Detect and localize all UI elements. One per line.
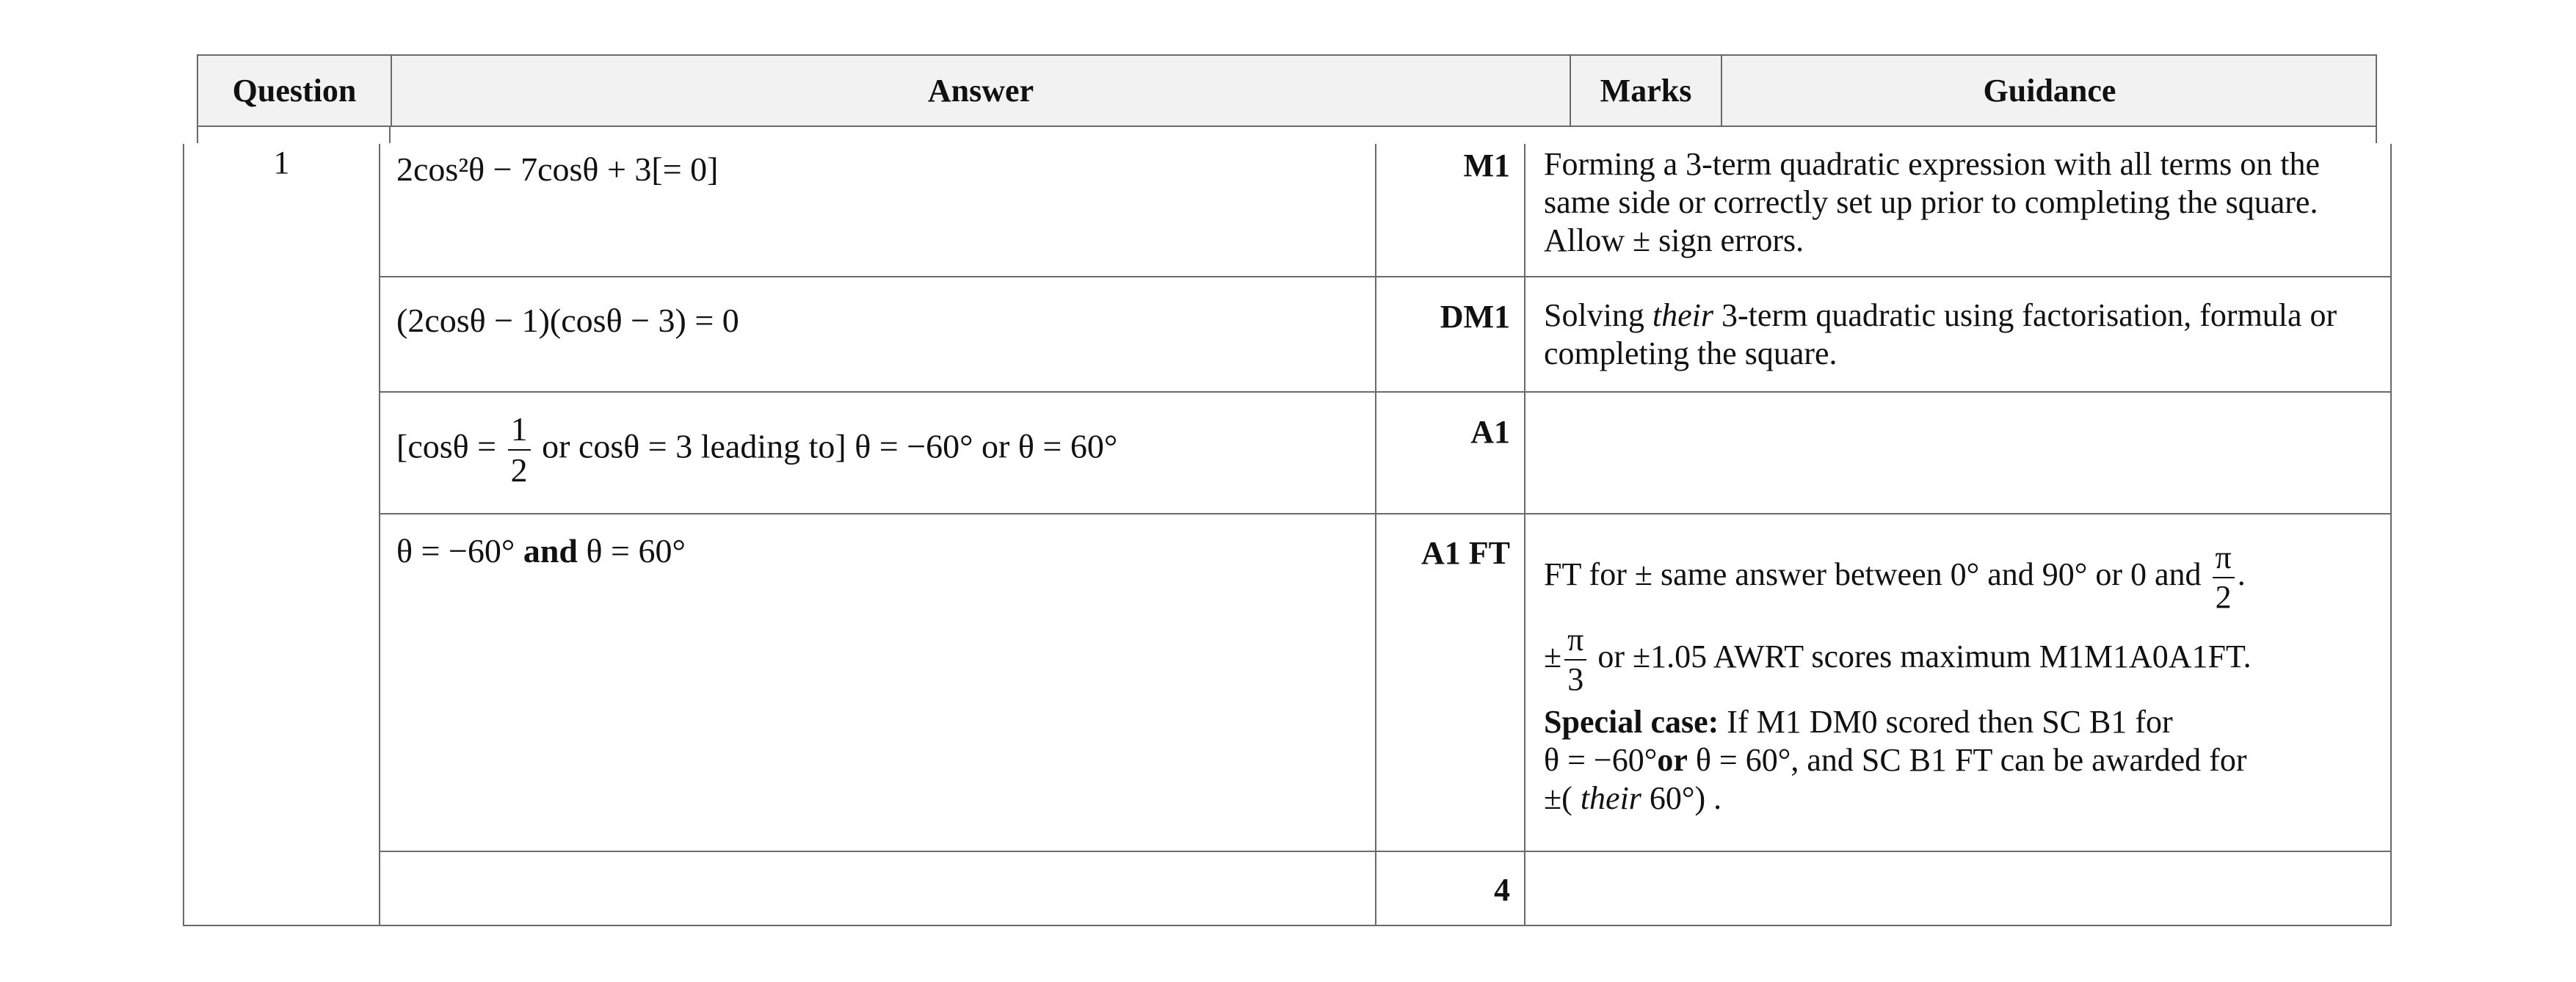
guidance-awrt-line: ± $\frac{\pi}{3}$ or ±1.05 AWRT scores maximum M1M1A0A1FT. — [1544, 622, 2252, 697]
table-header — [197, 54, 2377, 127]
header-marks: Marks — [1600, 73, 1692, 109]
guidance-row-4 — [1544, 539, 2373, 818]
mark-row-4: A1 FT — [1421, 535, 1510, 571]
row-divider — [379, 513, 2392, 514]
fraction-one-half: $\frac{1}{2}$ — [508, 412, 531, 487]
guidance-row-1: Forming a 3-term quadratic expression with all terms on the same side or correctly set up prior to completing the square. Allow ± sign errors. — [1544, 146, 2320, 258]
table-border-bottom — [183, 925, 2392, 926]
fraction-pi-over-2: $\frac{\pi}{2}$ — [2213, 542, 2235, 614]
header-tick — [197, 127, 198, 143]
header-guidance: Guidance — [1983, 73, 2116, 109]
column-divider — [379, 144, 380, 926]
fraction-pi-over-3: $\frac{\pi}{3}$ — [1564, 624, 1586, 696]
header-answer: Answer — [927, 73, 1034, 109]
guidance-special-case: Special case: If M1 DM0 scored then SC B1 for θ = −60°or θ = 60°, and SC B1 FT can be awarded for ±( their 60°) . — [1544, 704, 2247, 816]
row-divider — [379, 391, 2392, 393]
column-divider — [1524, 144, 1525, 926]
table-border-right — [2390, 144, 2392, 926]
answer-row-2: (2cosθ − 1)(cosθ − 3) = 0 — [396, 302, 739, 339]
header-tick — [389, 127, 391, 143]
answer-row-3: [cosθ = $\frac{1}{2}$ or cosθ = 3 leading to] θ = −60° or θ = 60° — [396, 410, 1118, 489]
mark-row-1: M1 — [1463, 148, 1510, 183]
answer-row-4: θ = −60° and θ = 60° — [396, 532, 686, 570]
row-divider — [379, 276, 2392, 277]
mark-row-2: DM1 — [1440, 299, 1510, 335]
guidance-ft-line: FT for ± same answer between 0° and 90° or 0 and $\frac{\pi}{2}$ . — [1544, 539, 2246, 615]
mark-row-3: A1 — [1470, 414, 1510, 450]
row-divider — [379, 851, 2392, 852]
column-divider — [1375, 144, 1376, 926]
header-tick — [2376, 127, 2377, 143]
table-border-left — [183, 144, 184, 926]
guidance-row-2: Solving their 3-term quadratic using factorisation, formula or completing the square. — [1544, 297, 2337, 371]
mark-total: 4 — [1494, 872, 1510, 908]
header-question: Question — [232, 73, 357, 109]
answer-row-1: 2cos²θ − 7cosθ + 3[= 0] — [396, 150, 719, 188]
question-number: 1 — [273, 145, 290, 181]
